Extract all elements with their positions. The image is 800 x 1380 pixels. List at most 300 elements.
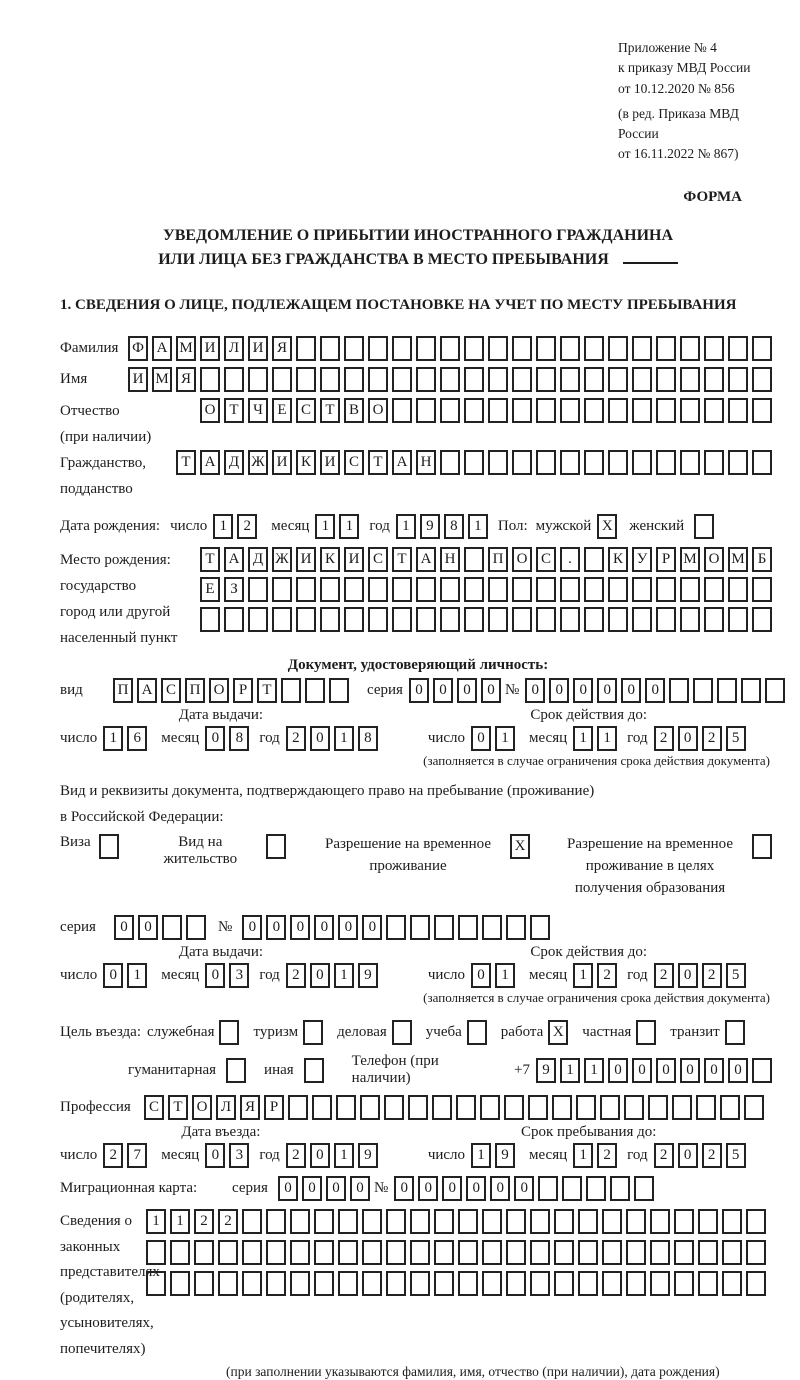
residence-series-grid-cell-2[interactable]: 0 [138,915,158,940]
birth-year-grid-cell-1[interactable]: 1 [396,514,416,539]
purpose-other-checkbox[interactable] [304,1058,328,1083]
profession-grid-cell-16[interactable] [504,1095,524,1120]
firstname-grid-cell-8[interactable] [296,367,316,392]
doc-issue-month-grid-cell-2[interactable]: 8 [229,726,249,751]
surname-grid-cell-6[interactable]: И [248,336,268,361]
birthplace-grid-2-cell-11[interactable] [440,577,460,602]
representatives-grid-2-cell-11[interactable] [386,1240,406,1265]
firstname-grid-cell-19[interactable] [560,367,580,392]
representatives-grid-2-cell-23[interactable] [674,1240,694,1265]
birthplace-grid-2-cell-19[interactable] [632,577,652,602]
migration-card-number-grid-cell-5[interactable]: 0 [490,1176,510,1201]
profession-grid-cell-19[interactable] [576,1095,596,1120]
firstname-grid-cell-6[interactable] [248,367,268,392]
migration-card-series-grid-cell-2[interactable]: 0 [302,1176,322,1201]
representatives-grid-3-cell-10[interactable] [362,1271,382,1296]
representatives-grid-3-cell-25[interactable] [722,1271,742,1296]
representatives-grid-2-cell-25[interactable] [722,1240,742,1265]
purpose-work-checkbox[interactable] [548,1020,572,1045]
representatives-grid-3-cell-24[interactable] [698,1271,718,1296]
migration-card-series-grid[interactable] [278,1176,374,1201]
patronymic-grid-cell-23[interactable] [728,398,748,423]
residence-number-grid-cell-10[interactable] [458,915,478,940]
firstname-grid-cell-7[interactable] [272,367,292,392]
birthplace-grid-1-cell-24[interactable]: Б [752,547,772,572]
firstname-grid-cell-18[interactable] [536,367,556,392]
representatives-grid-3-cell-13[interactable] [434,1271,454,1296]
birthplace-grid-2-cell-20[interactable] [656,577,676,602]
entry-year-grid-cell-2[interactable]: 0 [310,1143,330,1168]
birthplace-grid-3-cell-19[interactable] [632,607,652,632]
doc-valid-day-grid-cell-1[interactable]: 0 [471,726,491,751]
birthplace-grid-1-cell-4[interactable]: Ж [272,547,292,572]
birthplace-grid-1-cell-11[interactable]: Н [440,547,460,572]
firstname-grid-cell-5[interactable] [224,367,244,392]
migration-card-number-grid-cell-4[interactable]: 0 [466,1176,486,1201]
stay-day-grid-cell-1[interactable]: 1 [471,1143,491,1168]
profession-grid-cell-26[interactable] [744,1095,764,1120]
birth-day-grid-cell-1[interactable]: 1 [213,514,233,539]
firstname-grid-cell-10[interactable] [344,367,364,392]
representatives-grid-2-cell-8[interactable] [314,1240,334,1265]
residence-series-grid-cell-4[interactable] [186,915,206,940]
surname-grid-cell-2[interactable]: А [152,336,172,361]
birthplace-grid-1-cell-19[interactable]: У [632,547,652,572]
representatives-grid-2-cell-17[interactable] [530,1240,550,1265]
surname-grid-cell-23[interactable] [656,336,676,361]
surname-grid-cell-8[interactable] [296,336,316,361]
patronymic-grid-cell-6[interactable]: Т [320,398,340,423]
birthplace-grid-1-cell-1[interactable]: Т [200,547,220,572]
doc-valid-month-grid[interactable] [573,726,621,751]
representatives-grid-1-cell-2[interactable]: 1 [170,1209,190,1234]
entry-year-grid[interactable] [286,1143,382,1168]
residence-issue-month-grid-cell-1[interactable]: 0 [205,963,225,988]
representatives-grid-1-cell-11[interactable] [386,1209,406,1234]
representatives-grid-2-cell-12[interactable] [410,1240,430,1265]
stay-month-grid-cell-1[interactable]: 1 [573,1143,593,1168]
surname-grid-cell-7[interactable]: Я [272,336,292,361]
birth-year-grid-cell-4[interactable]: 1 [468,514,488,539]
doc-valid-year-grid-cell-1[interactable]: 2 [654,726,674,751]
birthplace-grid-1-cell-3[interactable]: Д [248,547,268,572]
profession-grid-cell-4[interactable]: Л [216,1095,236,1120]
migration-card-number-grid-cell-3[interactable]: 0 [442,1176,462,1201]
representatives-grid-3-cell-20[interactable] [602,1271,622,1296]
birthplace-grid-3-cell-8[interactable] [368,607,388,632]
patronymic-grid-cell-8[interactable]: О [368,398,388,423]
surname-grid-cell-3[interactable]: М [176,336,196,361]
birthplace-grid-1-cell-18[interactable]: К [608,547,628,572]
birthplace-grid-1-cell-10[interactable]: А [416,547,436,572]
phone-grid-cell-9[interactable]: 0 [728,1058,748,1083]
firstname-grid-cell-14[interactable] [440,367,460,392]
residence-valid-day-grid-cell-1[interactable]: 0 [471,963,491,988]
profession-grid-cell-20[interactable] [600,1095,620,1120]
surname-grid-cell-27[interactable] [752,336,772,361]
residence-issue-day-grid[interactable] [103,963,151,988]
purpose-other-checkbox-cell-1[interactable] [304,1058,324,1083]
residence-permit-checkbox-cell-1[interactable] [266,834,286,859]
phone-grid-cell-2[interactable]: 1 [560,1058,580,1083]
birthplace-grid-3-cell-5[interactable] [296,607,316,632]
representatives-grid-1-cell-7[interactable] [290,1209,310,1234]
residence-number-grid-cell-7[interactable] [386,915,406,940]
birthplace-grid-3-cell-11[interactable] [440,607,460,632]
residence-valid-day-grid-cell-2[interactable]: 1 [495,963,515,988]
representatives-grid-1-cell-25[interactable] [722,1209,742,1234]
surname-grid-cell-5[interactable]: Л [224,336,244,361]
representatives-grid-1[interactable] [146,1209,770,1234]
stay-year-grid-cell-4[interactable]: 5 [726,1143,746,1168]
citizenship-grid-cell-25[interactable] [752,450,772,475]
surname-grid-cell-13[interactable] [416,336,436,361]
birthplace-grid-2-cell-10[interactable] [416,577,436,602]
purpose-private-checkbox[interactable] [636,1020,660,1045]
representatives-grid-3-cell-7[interactable] [290,1271,310,1296]
patronymic-grid-cell-2[interactable]: Т [224,398,244,423]
representatives-grid-3-cell-11[interactable] [386,1271,406,1296]
purpose-humanitarian-checkbox[interactable] [226,1058,250,1083]
temp-residence-checkbox[interactable] [510,834,534,859]
representatives-grid-2-cell-7[interactable] [290,1240,310,1265]
residence-issue-day-grid-cell-2[interactable]: 1 [127,963,147,988]
representatives-grid-3-cell-6[interactable] [266,1271,286,1296]
surname-grid-cell-21[interactable] [608,336,628,361]
citizenship-grid-cell-19[interactable] [608,450,628,475]
purpose-official-checkbox-cell-1[interactable] [219,1020,239,1045]
birthplace-grid-2-cell-22[interactable] [704,577,724,602]
representatives-grid-2-cell-22[interactable] [650,1240,670,1265]
doc-number-grid-cell-10[interactable] [741,678,761,703]
representatives-grid-3-cell-9[interactable] [338,1271,358,1296]
purpose-business-checkbox-cell-1[interactable] [392,1020,412,1045]
stay-day-grid[interactable] [471,1143,519,1168]
firstname-grid-cell-17[interactable] [512,367,532,392]
representatives-grid-1-cell-8[interactable] [314,1209,334,1234]
birth-month-grid-cell-2[interactable]: 1 [339,514,359,539]
profession-grid-cell-23[interactable] [672,1095,692,1120]
representatives-grid-1-cell-16[interactable] [506,1209,526,1234]
doc-number-grid-cell-7[interactable] [669,678,689,703]
purpose-study-checkbox-cell-1[interactable] [467,1020,487,1045]
birthplace-grid-1-cell-9[interactable]: Т [392,547,412,572]
surname-grid-cell-16[interactable] [488,336,508,361]
doc-issue-year-grid[interactable] [286,726,382,751]
doc-number-grid-cell-6[interactable]: 0 [645,678,665,703]
representatives-grid-2-cell-5[interactable] [242,1240,262,1265]
patronymic-grid-cell-24[interactable] [752,398,772,423]
firstname-grid-cell-16[interactable] [488,367,508,392]
birthplace-grid-3-cell-1[interactable] [200,607,220,632]
profession-grid-cell-13[interactable] [432,1095,452,1120]
representatives-grid-3-cell-8[interactable] [314,1271,334,1296]
profession-grid-cell-18[interactable] [552,1095,572,1120]
representatives-grid-1-cell-15[interactable] [482,1209,502,1234]
citizenship-grid-cell-14[interactable] [488,450,508,475]
profession-grid-cell-8[interactable] [312,1095,332,1120]
patronymic-grid-cell-9[interactable] [392,398,412,423]
birthplace-grid-2-cell-16[interactable] [560,577,580,602]
birthplace-grid-3[interactable] [200,607,776,632]
doc-series-grid-cell-2[interactable]: 0 [433,678,453,703]
birthplace-grid-3-cell-7[interactable] [344,607,364,632]
representatives-grid-3-cell-19[interactable] [578,1271,598,1296]
doc-type-grid-cell-6[interactable]: Р [233,678,253,703]
stay-year-grid-cell-2[interactable]: 0 [678,1143,698,1168]
citizenship-grid-cell-24[interactable] [728,450,748,475]
doc-type-grid-cell-7[interactable]: Т [257,678,277,703]
residence-issue-year-grid-cell-4[interactable]: 9 [358,963,378,988]
firstname-grid-cell-23[interactable] [656,367,676,392]
profession-grid-cell-17[interactable] [528,1095,548,1120]
birthplace-grid-1-cell-23[interactable]: М [728,547,748,572]
firstname-grid-cell-22[interactable] [632,367,652,392]
birth-day-grid[interactable] [213,514,261,539]
citizenship-grid-cell-3[interactable]: Д [224,450,244,475]
citizenship-grid[interactable] [176,450,776,475]
residence-series-grid-cell-3[interactable] [162,915,182,940]
migration-card-number-grid-cell-2[interactable]: 0 [418,1176,438,1201]
migration-card-number-grid-cell-9[interactable] [586,1176,606,1201]
phone-grid-cell-10[interactable] [752,1058,772,1083]
doc-series-grid-cell-3[interactable]: 0 [457,678,477,703]
profession-grid-cell-1[interactable]: С [144,1095,164,1120]
surname-grid-cell-1[interactable]: Ф [128,336,148,361]
residence-issue-month-grid-cell-2[interactable]: 3 [229,963,249,988]
representatives-grid-3-cell-21[interactable] [626,1271,646,1296]
birthplace-grid-2-cell-7[interactable] [344,577,364,602]
firstname-grid-cell-25[interactable] [704,367,724,392]
residence-issue-day-grid-cell-1[interactable]: 0 [103,963,123,988]
doc-valid-year-grid-cell-2[interactable]: 0 [678,726,698,751]
patronymic-grid-cell-16[interactable] [560,398,580,423]
female-checkbox[interactable] [694,514,718,539]
representatives-grid-1-cell-10[interactable] [362,1209,382,1234]
surname-grid-cell-20[interactable] [584,336,604,361]
representatives-grid-1-cell-22[interactable] [650,1209,670,1234]
birthplace-grid-1-cell-17[interactable] [584,547,604,572]
birthplace-grid-2-cell-3[interactable] [248,577,268,602]
doc-type-grid-cell-9[interactable] [305,678,325,703]
patronymic-grid-cell-3[interactable]: Ч [248,398,268,423]
representatives-grid-2-cell-20[interactable] [602,1240,622,1265]
birthplace-grid-2-cell-4[interactable] [272,577,292,602]
representatives-grid-1-cell-21[interactable] [626,1209,646,1234]
citizenship-grid-cell-11[interactable]: Н [416,450,436,475]
patronymic-grid-cell-20[interactable] [656,398,676,423]
firstname-grid-cell-9[interactable] [320,367,340,392]
surname-grid-cell-15[interactable] [464,336,484,361]
migration-card-series-grid-cell-3[interactable]: 0 [326,1176,346,1201]
migration-card-number-grid-cell-11[interactable] [634,1176,654,1201]
residence-number-grid-cell-5[interactable]: 0 [338,915,358,940]
firstname-grid-cell-12[interactable] [392,367,412,392]
birthplace-grid-2-cell-1[interactable]: Е [200,577,220,602]
doc-valid-year-grid[interactable] [654,726,750,751]
profession-grid-cell-3[interactable]: О [192,1095,212,1120]
surname-grid-cell-4[interactable]: И [200,336,220,361]
birthplace-grid-1-cell-13[interactable]: П [488,547,508,572]
residence-valid-day-grid[interactable] [471,963,519,988]
birthplace-grid-3-cell-9[interactable] [392,607,412,632]
profession-grid-cell-11[interactable] [384,1095,404,1120]
residence-permit-checkbox[interactable] [266,834,290,859]
patronymic-grid-cell-4[interactable]: Е [272,398,292,423]
surname-grid-cell-24[interactable] [680,336,700,361]
migration-card-series-grid-cell-4[interactable]: 0 [350,1176,370,1201]
representatives-grid-3-cell-4[interactable] [218,1271,238,1296]
representatives-grid-3-cell-26[interactable] [746,1271,766,1296]
birthplace-grid-3-cell-18[interactable] [608,607,628,632]
representatives-grid-2[interactable] [146,1240,770,1265]
profession-grid-cell-5[interactable]: Я [240,1095,260,1120]
profession-grid-cell-15[interactable] [480,1095,500,1120]
doc-series-grid-cell-4[interactable]: 0 [481,678,501,703]
residence-series-grid[interactable] [114,915,210,940]
residence-number-grid-cell-8[interactable] [410,915,430,940]
female-checkbox-cell-1[interactable] [694,514,714,539]
citizenship-grid-cell-4[interactable]: Ж [248,450,268,475]
surname-grid-cell-18[interactable] [536,336,556,361]
firstname-grid-cell-21[interactable] [608,367,628,392]
surname-grid-cell-11[interactable] [368,336,388,361]
representatives-grid-1-cell-5[interactable] [242,1209,262,1234]
representatives-grid-1-cell-19[interactable] [578,1209,598,1234]
citizenship-grid-cell-12[interactable] [440,450,460,475]
doc-valid-month-grid-cell-1[interactable]: 1 [573,726,593,751]
doc-number-grid-cell-11[interactable] [765,678,785,703]
birthplace-grid-2-cell-15[interactable] [536,577,556,602]
migration-card-number-grid-cell-10[interactable] [610,1176,630,1201]
citizenship-grid-cell-18[interactable] [584,450,604,475]
patronymic-grid-cell-19[interactable] [632,398,652,423]
migration-card-number-grid-cell-1[interactable]: 0 [394,1176,414,1201]
birthplace-grid-3-cell-23[interactable] [728,607,748,632]
residence-issue-month-grid[interactable] [205,963,253,988]
doc-issue-year-grid-cell-1[interactable]: 2 [286,726,306,751]
stay-month-grid[interactable] [573,1143,621,1168]
birthplace-grid-2-cell-9[interactable] [392,577,412,602]
birthplace-grid-3-cell-12[interactable] [464,607,484,632]
birthplace-grid-2-cell-17[interactable] [584,577,604,602]
residence-number-grid-cell-1[interactable]: 0 [242,915,262,940]
birthplace-grid-3-cell-2[interactable] [224,607,244,632]
representatives-grid-3-cell-2[interactable] [170,1271,190,1296]
residence-number-grid-cell-13[interactable] [530,915,550,940]
firstname-grid-cell-4[interactable] [200,367,220,392]
citizenship-grid-cell-15[interactable] [512,450,532,475]
birthplace-grid-3-cell-3[interactable] [248,607,268,632]
residence-valid-year-grid-cell-4[interactable]: 5 [726,963,746,988]
entry-day-grid-cell-2[interactable]: 7 [127,1143,147,1168]
firstname-grid-cell-15[interactable] [464,367,484,392]
surname-grid-cell-12[interactable] [392,336,412,361]
doc-issue-day-grid[interactable] [103,726,151,751]
residence-issue-year-grid-cell-3[interactable]: 1 [334,963,354,988]
representatives-grid-1-cell-9[interactable] [338,1209,358,1234]
citizenship-grid-cell-21[interactable] [656,450,676,475]
representatives-grid-1-cell-12[interactable] [410,1209,430,1234]
migration-card-number-grid-cell-8[interactable] [562,1176,582,1201]
doc-valid-day-grid-cell-2[interactable]: 1 [495,726,515,751]
residence-number-grid-cell-2[interactable]: 0 [266,915,286,940]
purpose-study-checkbox[interactable] [467,1020,491,1045]
doc-type-grid-cell-4[interactable]: П [185,678,205,703]
birthplace-grid-3-cell-20[interactable] [656,607,676,632]
profession-grid-cell-6[interactable]: Р [264,1095,284,1120]
entry-year-grid-cell-1[interactable]: 2 [286,1143,306,1168]
birthplace-grid-2-cell-13[interactable] [488,577,508,602]
doc-issue-month-grid-cell-1[interactable]: 0 [205,726,225,751]
citizenship-grid-cell-23[interactable] [704,450,724,475]
representatives-grid-2-cell-9[interactable] [338,1240,358,1265]
doc-type-grid-cell-8[interactable] [281,678,301,703]
profession-grid-cell-9[interactable] [336,1095,356,1120]
representatives-grid-2-cell-21[interactable] [626,1240,646,1265]
purpose-private-checkbox-cell-1[interactable] [636,1020,656,1045]
purpose-business-checkbox[interactable] [392,1020,416,1045]
citizenship-grid-cell-16[interactable] [536,450,556,475]
phone-grid-cell-4[interactable]: 0 [608,1058,628,1083]
birthplace-grid-1-cell-6[interactable]: К [320,547,340,572]
patronymic-grid-cell-22[interactable] [704,398,724,423]
representatives-grid-2-cell-6[interactable] [266,1240,286,1265]
profession-grid-cell-21[interactable] [624,1095,644,1120]
representatives-grid-2-cell-13[interactable] [434,1240,454,1265]
patronymic-grid-cell-15[interactable] [536,398,556,423]
residence-issue-year-grid-cell-2[interactable]: 0 [310,963,330,988]
phone-grid-cell-8[interactable]: 0 [704,1058,724,1083]
firstname-grid-cell-13[interactable] [416,367,436,392]
residence-valid-month-grid-cell-1[interactable]: 1 [573,963,593,988]
representatives-grid-1-cell-1[interactable]: 1 [146,1209,166,1234]
birthplace-grid-3-cell-24[interactable] [752,607,772,632]
birthplace-grid-2-cell-8[interactable] [368,577,388,602]
citizenship-grid-cell-1[interactable]: Т [176,450,196,475]
migration-card-number-grid-cell-6[interactable]: 0 [514,1176,534,1201]
entry-year-grid-cell-4[interactable]: 9 [358,1143,378,1168]
representatives-grid-2-cell-3[interactable] [194,1240,214,1265]
birthplace-grid-1-cell-20[interactable]: Р [656,547,676,572]
residence-number-grid-cell-9[interactable] [434,915,454,940]
birthplace-grid-2-cell-14[interactable] [512,577,532,602]
entry-month-grid-cell-1[interactable]: 0 [205,1143,225,1168]
residence-valid-year-grid[interactable] [654,963,750,988]
profession-grid-cell-2[interactable]: Т [168,1095,188,1120]
doc-issue-day-grid-cell-1[interactable]: 1 [103,726,123,751]
representatives-grid-3-cell-3[interactable] [194,1271,214,1296]
birthplace-grid-2-cell-24[interactable] [752,577,772,602]
birthplace-grid-1-cell-5[interactable]: И [296,547,316,572]
surname-grid-cell-17[interactable] [512,336,532,361]
birthplace-grid-1-cell-22[interactable]: О [704,547,724,572]
representatives-grid-1-cell-13[interactable] [434,1209,454,1234]
doc-type-grid[interactable] [113,678,353,703]
profession-grid-cell-12[interactable] [408,1095,428,1120]
citizenship-grid-cell-8[interactable]: С [344,450,364,475]
representatives-grid-2-cell-15[interactable] [482,1240,502,1265]
firstname-grid[interactable] [128,367,776,392]
phone-grid-cell-1[interactable]: 9 [536,1058,556,1083]
visa-checkbox-cell-1[interactable] [99,834,119,859]
birth-month-grid[interactable] [315,514,363,539]
representatives-grid-1-cell-3[interactable]: 2 [194,1209,214,1234]
birthplace-grid-3-cell-16[interactable] [560,607,580,632]
birth-year-grid-cell-2[interactable]: 9 [420,514,440,539]
entry-day-grid[interactable] [103,1143,151,1168]
residence-valid-year-grid-cell-2[interactable]: 0 [678,963,698,988]
